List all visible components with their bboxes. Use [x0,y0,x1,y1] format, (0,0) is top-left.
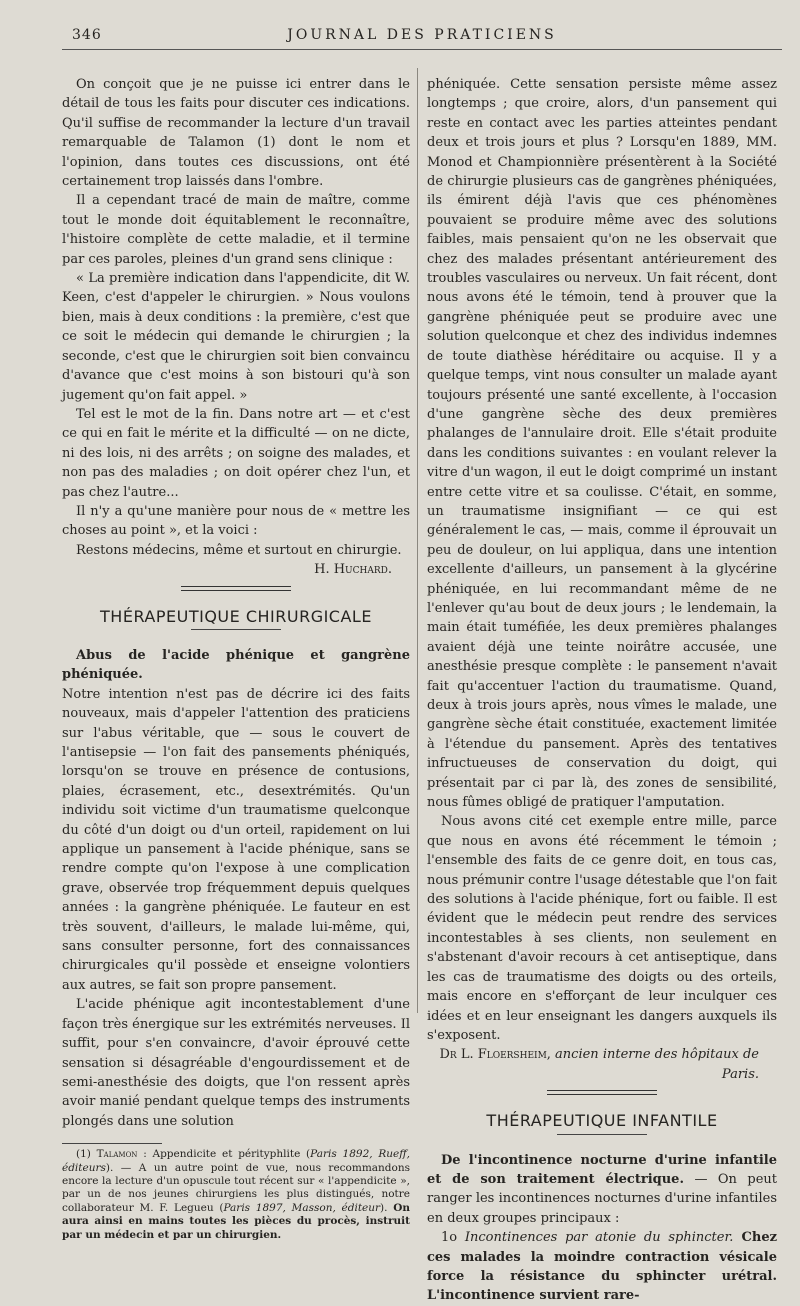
footnote-publisher: Paris 1897, Masson, éditeur [223,1201,381,1214]
footnote [62,1148,410,1242]
left-column [62,75,410,1242]
footnote-rule [62,1143,162,1144]
right-column [427,75,777,1306]
paragraph: Notre intention n'est pas de décrire ici des faits nouveaux, mais d'appeler l'attention des praticiens sur l'abus véritable, que — sous le couvert de l'antisepsie — l'on fait des pansements phéniqués, lorsqu'on se trouve en présence de contusions, plaies, écrasement, etc., desextrémités. Qu'un individu soit victime d'un traumatisme quelconque du côté d'un doigt ou d'un orteil, rapidement on lui applique un pansement à l'acide phénique, sans se rendre compte qu'on l'expose à une complication grave, observée trop fréquemment depuis quelques années : la gangrène phéniquée. Le fauteur en est très souvent, d'ailleurs, le malade lui-même, qui, sans consulter personne, fort des connaissances chirurgicales qu'il possède et enseigne volontiers aux autres, se fait son propre pansement. [62,686,410,993]
page-header [62,27,782,50]
journal-title: JOURNAL DES PRATICIENS [287,27,557,43]
column-divider [417,68,418,1013]
page-number: 346 [72,27,102,43]
paragraph: Il n'y a qu'une manière pour nous de « mettre les choses au point », et la voici : [62,503,410,539]
title-underline [557,1134,647,1135]
paragraph: Nous avons cité cet exemple entre mille, parce que nous en avons été récemment le témoin ; l'ensemble des faits de ce genre doit, en tous cas, nous prémunir contre l'usage détestable que l'on fait des solutions à l'acide phénique, fort ou faible. Il est évident que le médecin peut rendre des services incontestables à ses clients, non seulement en s'abstenant d'avoir recours à cet antiseptique, dans les cas de traumatisme des doigts ou des orteils, mais encore en s'efforçant de leur inculquer ces idées et en leur enseignant les dangers auxquels ils s'exposent. [427,814,778,1043]
list-number: 1o [441,1230,465,1246]
paragraph: L'acide phénique agit incontestablement d'une façon très énergique sur les extrémités nerveuses. Il suffit, pour s'en convaincre, d'avoir éprouvé cette sensation si désagréable d'engourdissement et de semi-anesthésie des doigts, que l'on ressent après avoir manié pendant quelque temps des instruments plongés dans une solution [62,997,410,1129]
title-underline [191,629,281,630]
section-title: THÉRAPEUTIQUE INFANTILE [486,1111,718,1131]
footnote-bold-text: On aura ainsi en mains toutes les pièces du procès, instruit par un médecin et par un chirurgien. [62,1201,410,1241]
author-signature: H. Huchard. [314,562,392,578]
footnote-text: : Appendicite et pérityphlite ( [137,1148,311,1161]
paragraph-text: Chez ces malades la moindre contraction vésicale force la résistance du sphincter urétral. L'incontinence survient rare- [427,1230,777,1304]
paragraph [427,1151,777,1229]
author-signature [427,1045,777,1084]
double-rule-separator [181,586,291,591]
footnote-text: ). — A un autre point de vue, nous recommandons encore la lecture d'un opuscule tout récent sur « l'appendicite », par un de nos jeunes chirurgiens les plus distingués, notre collaborateur M. F. Legueu ( [62,1161,410,1214]
paragraph: phéniquée. Cette sensation persiste même assez longtemps ; que croire, alors, d'un pansement qui reste en contact avec les parties atteintes pendant deux et trois jours et plus ? Lorsqu'en 1889, MM. Monod et Championnière présentèrent à la Société de chirurgie plusieurs cas de gangrènes phéniquées, ils émirent déjà l'avis que ces phénomènes pouvaient se produire même avec des solutions faibles, mais pensaient qu'on ne les observait que chez des malades présentant antérieurement des troubles vasculaires ou nerveux. Un fait récent, dont nous avons été le témoin, tend à prouver que la gangrène phéniquée peut se produire avec une solution quelconque et chez des individus indemnes de toute diathèse héréditaire ou acquise. Il y a quelque temps, vint nous consulter un malade ayant toujours présenté une santé excellente, à l'occasion d'une gangrène sèche des deux premières phalanges de l'annulaire droit. Elle s'était produite dans les conditions suivantes : en voulant relever la vitre d'un wagon, il eut le doigt comprimé un instant entre cette vitre et sa coulisse. C'était, en somme, un traumatisme insignifiant — ce qui est généralement le cas, — mais, comme il éprouvait un peu de douleur, on lui appliqua, dans une intention excellente d'ailleurs, un pansement à la glycérine phéniquée, en lui recommandant même de ne l'enlever qu'au bout de deux jours ; le lendemain, la main était tuméfiée, les deux premières phalanges avaient déjà une teinte noirâtre accusée, une anesthésie presque complète : le pansement n'avait fait qu'accentuer l'action du traumatisme. Quand, deux à trois jours après, nous vîmes le malade, une gangrène sèche était constituée, exactement limitée à l'étendue du pansement. Après des tentatives infructueuses de conservation du doigt, qui présentait par ci par là, des zones de sensibilité, nous fûmes obligé de pratiquer l'amputation. [427,77,777,811]
author-name: Dr L. Floersheim, [439,1047,551,1063]
footnote-author: Talamon [96,1148,138,1161]
quote-paragraph: « La première indication dans l'appendicite, dit W. Keen, c'est d'appeler le chirurgien. » Nous voulons bien, mais à deux conditions : la première, c'est que ce soit le médecin qui demande le chirurgien ; la seconde, c'est que le chirurgien soit bien convaincu d'avance que c'est moins à son bistouri qu'à son jugement qu'on fait appel. » [62,271,410,403]
author-title: ancien interne des hôpitaux de Paris. [550,1047,759,1082]
article-heading: De l'incontinence nocturne d'urine infantile et de son traitement électrique. [427,1152,777,1187]
footnote-publisher: Paris 1892, Rueff, éditeurs [62,1148,411,1174]
list-heading: Incontinences par atonie du sphincter. [464,1230,734,1246]
paragraph: On conçoit que je ne puisse ici entrer dans le détail de tous les faits pour discuter ces indications. Qu'il suffise de recommander la lecture d'un travail remarquable de Talamon (1) dont le nom et l'opinion, dans toutes ces discussions, ont été certainement trop laissés dans l'ombre. [62,77,410,190]
paragraph-text: — On peut ranger les incontinences nocturnes d'urine infantiles en deux groupes principaux : [427,1171,777,1226]
section-title: THÉRAPEUTIQUE CHIRURGICALE [100,606,372,626]
article-heading: Abus de l'acide phénique et gangrène phéniquée. [62,647,410,683]
paragraph: Tel est le mot de la fin. Dans notre art — et c'est ce qui en fait le mérite et la difficulté — on ne dicte, ni des lois, ni des arrêts ; on soigne des malades, et non pas des maladies ; on doit opérer chez l'un, et pas chez l'autre... [62,406,410,500]
footnote-ref: (1) [76,1148,97,1161]
footnote-text: ). [380,1201,394,1214]
paragraph: Restons médecins, même et surtout en chirurgie. [76,542,402,558]
double-rule-separator [547,1090,657,1095]
article-intro [62,646,410,685]
paragraph: Il a cependant tracé de main de maître, comme tout le monde doit équitablement le reconnaître, l'histoire complète de cette maladie, et il termine par ces paroles, pleines d'un grand sens clinique : [62,193,410,267]
paragraph [427,1228,777,1306]
